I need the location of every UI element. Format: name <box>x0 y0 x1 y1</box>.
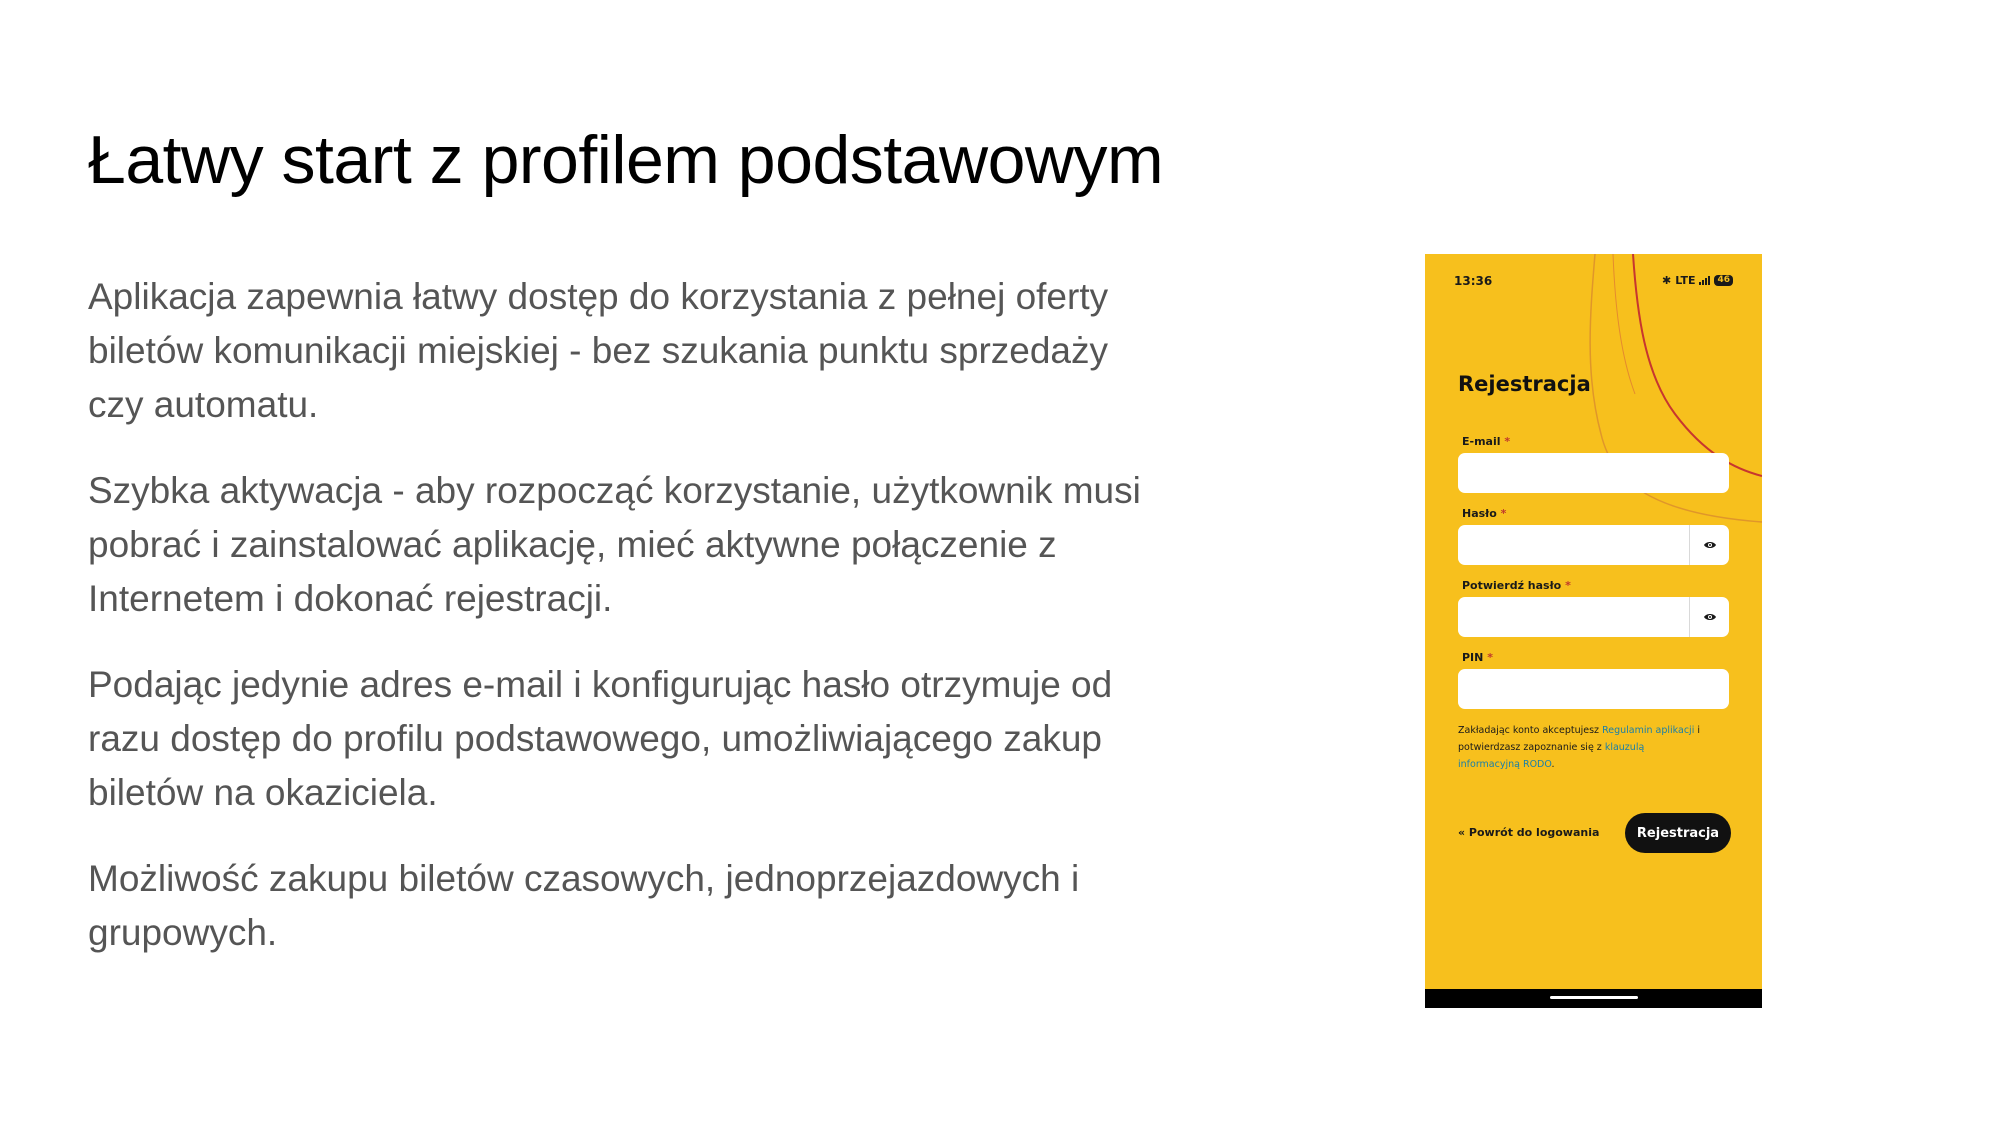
pin-input[interactable] <box>1458 669 1729 709</box>
pin-label: PIN * <box>1462 651 1493 664</box>
show-password-button[interactable] <box>1689 525 1730 565</box>
phone-screenshot <box>1425 254 1762 1008</box>
eye-icon <box>1703 540 1717 550</box>
system-nav-bar <box>1425 989 1762 1008</box>
slide-title: Łatwy start z profilem podstawowym <box>88 122 1164 198</box>
eye-icon <box>1703 612 1717 622</box>
confirm-password-label: Potwierdź hasło * <box>1462 579 1571 592</box>
gdpr-link[interactable]: klauzulą informacyjną RODO <box>1458 742 1645 770</box>
signal-icon <box>1699 276 1710 285</box>
register-button[interactable]: Rejestracja <box>1625 813 1731 853</box>
paragraph-2: Szybka aktywacja - aby rozpocząć korzystanie, użytkownik musi pobrać i zainstalować aplikację, mieć aktywne połączenie z Internetem i dokonać rejestracji. <box>88 470 1141 619</box>
email-input[interactable] <box>1458 453 1729 493</box>
home-indicator[interactable] <box>1550 996 1638 999</box>
paragraph-1: Aplikacja zapewnia łatwy dostęp do korzystania z pełnej oferty biletów komunikacji miejskiej - bez szukania punktu sprzedaży czy automatu. <box>88 276 1109 425</box>
network-label: LTE <box>1675 274 1696 287</box>
back-to-login-link[interactable]: « Powrót do logowania <box>1458 826 1600 839</box>
terms-link[interactable]: Regulamin aplikacji <box>1602 725 1695 736</box>
bluetooth-icon: ✱ <box>1662 274 1672 287</box>
paragraph-4: Możliwość zakupu biletów czasowych, jednoprzejazdowych i grupowych. <box>88 858 1080 953</box>
status-time: 13:36 <box>1454 274 1493 288</box>
email-label: E-mail * <box>1462 435 1511 448</box>
consent-text: Zakładając konto akceptujesz Regulamin aplikacji i potwierdzasz zapoznanie się z klauzulą informacyjną RODO. <box>1458 725 1701 770</box>
slide-body <box>88 270 1148 992</box>
registration-title: Rejestracja <box>1458 372 1591 396</box>
paragraph-3: Podając jedynie adres e-mail i konfigurując hasło otrzymuje od razu dostęp do profilu podstawowego, umożliwiającego zakup biletów na okaziciela. <box>88 664 1113 813</box>
password-label: Hasło * <box>1462 507 1507 520</box>
show-confirm-password-button[interactable] <box>1689 597 1730 637</box>
status-indicators <box>1662 274 1733 287</box>
battery-badge: 46 <box>1714 275 1733 286</box>
